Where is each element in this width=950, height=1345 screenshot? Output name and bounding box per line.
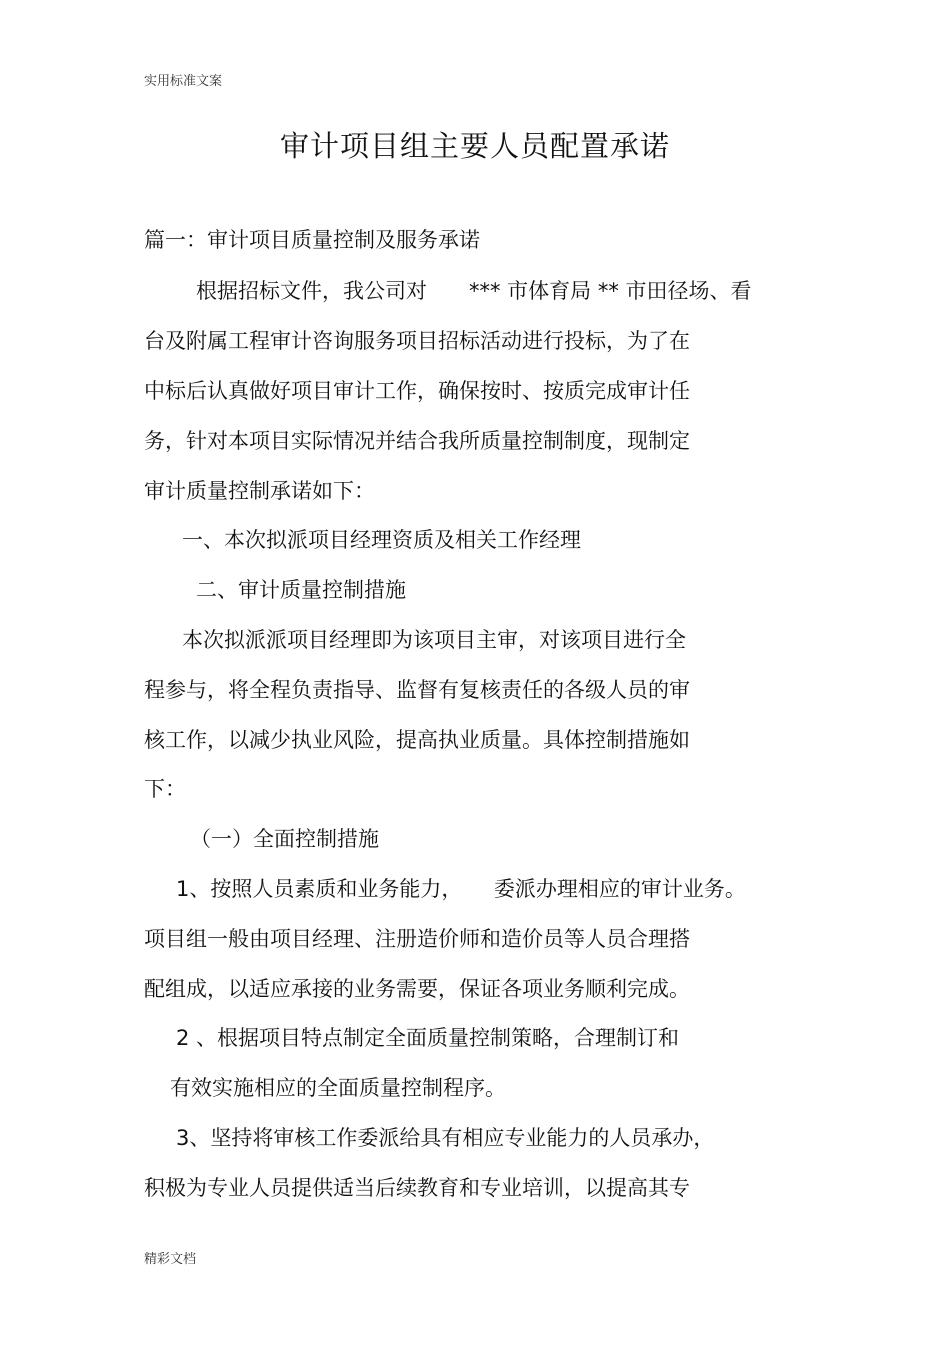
paragraph-line: 务，针对本项目实际情况并结合我所质量控制制度，现制定 [144,429,690,453]
paragraph-line: 中标后认真做好项目审计工作，确保按时、按质完成审计任 [144,379,690,403]
paragraph-line: 审计质量控制承诺如下： [144,479,375,503]
paragraph-line: 程参与，将全程负责指导、监督有复核责任的各级人员的审 [144,678,690,702]
paragraph-line: 根据招标文件，我公司对 *** 市体育局 ** 市田径场、看 [196,279,752,303]
subheading: （一）全面控制措施 [190,827,379,851]
subheading: 二、审计质量控制措施 [196,578,406,602]
subheading: 一、本次拟派项目经理资质及相关工作经理 [182,528,581,552]
list-item: 2 、根据项目特点制定全面质量控制策略，合理制订和 [176,1026,680,1050]
paragraph-line: 本次拟派派项目经理即为该项目主审，对该项目进行全 [182,628,686,652]
paragraph-line: 项目组一般由项目经理、注册造价师和造价员等人员合理搭 [144,927,690,951]
page-footer: 精彩文档 [144,1252,197,1267]
paragraph-line: 核工作，以减少执业风险，提高执业质量。具体控制措施如 [144,728,690,752]
paragraph-line: 有效实施相应的全面质量控制程序。 [170,1076,506,1100]
document-title: 审计项目组主要人员配置承诺 [279,129,670,163]
section-heading: 篇一：审计项目质量控制及服务承诺 [144,228,480,252]
paragraph-line: 积极为专业人员提供适当后续教育和专业培训，以提高其专 [144,1176,690,1200]
paragraph-line: 台及附属工程审计咨询服务项目招标活动进行投标，为了在 [144,329,690,353]
list-item: 1、按照人员素质和业务能力， 委派办理相应的审计业务。 [176,877,746,901]
paragraph-line: 配组成，以适应承接的业务需要，保证各项业务顺利完成。 [144,977,690,1001]
list-item: 3、坚持将审核工作委派给具有相应专业能力的人员承办， [176,1126,715,1150]
paragraph-line: 下： [144,777,186,801]
page-header: 实用标准文案 [144,74,223,89]
